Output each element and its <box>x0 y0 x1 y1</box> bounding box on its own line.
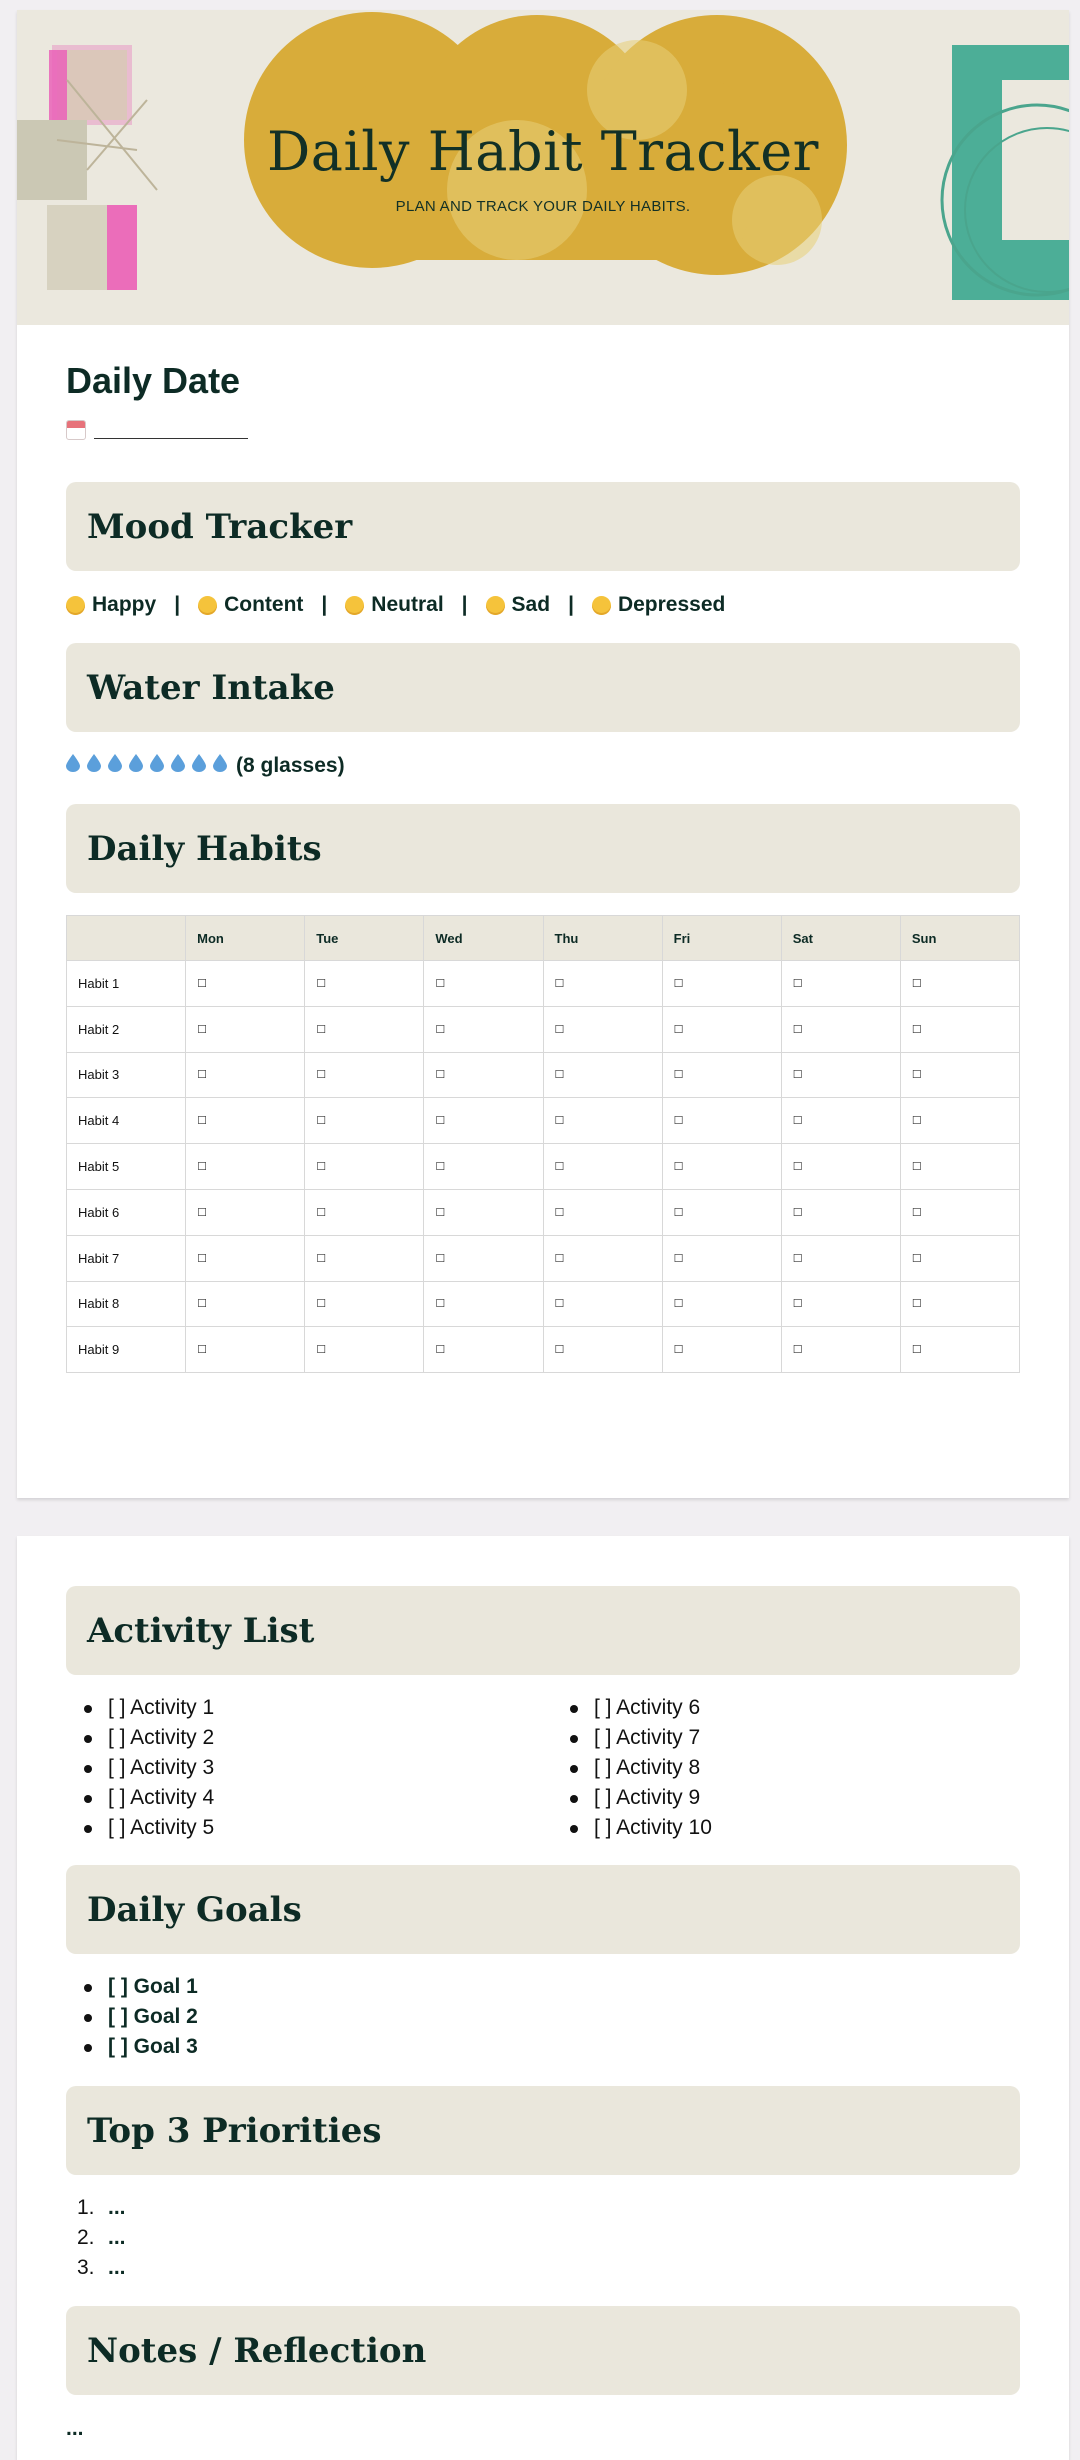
habit-name: Habit 5 <box>67 1144 186 1190</box>
activity-item[interactable]: [ ] Activity 9 <box>552 1783 1020 1813</box>
glasses-label: (8 glasses) <box>236 754 345 777</box>
table-row <box>67 1189 1020 1235</box>
mood-options <box>66 593 1020 617</box>
habit-checkbox-tue[interactable]: ☐ <box>305 1281 424 1327</box>
habit-name: Habit 2 <box>67 1006 186 1052</box>
habit-checkbox-thu[interactable]: ☐ <box>543 1327 662 1373</box>
activity-item[interactable]: [ ] Activity 4 <box>66 1783 552 1813</box>
daily-goals-header <box>66 1865 1020 1954</box>
habit-checkbox-mon[interactable]: ☐ <box>186 1144 305 1190</box>
habit-checkbox-sat[interactable]: ☐ <box>781 1098 900 1144</box>
habit-checkbox-mon[interactable]: ☐ <box>186 1052 305 1098</box>
habit-checkbox-thu[interactable]: ☐ <box>543 1281 662 1327</box>
notes-header <box>66 2306 1020 2395</box>
habit-checkbox-sat[interactable]: ☐ <box>781 1144 900 1190</box>
habit-checkbox-wed[interactable]: ☐ <box>424 1189 543 1235</box>
table-row <box>67 1281 1020 1327</box>
habit-checkbox-mon[interactable]: ☐ <box>186 961 305 1007</box>
water-glasses <box>66 754 1020 778</box>
notes-text[interactable]: ... <box>66 2417 84 2440</box>
priorities-header <box>66 2086 1020 2175</box>
habit-checkbox-mon[interactable]: ☐ <box>186 1189 305 1235</box>
habit-name: Habit 7 <box>67 1235 186 1281</box>
habit-checkbox-sat[interactable]: ☐ <box>781 1327 900 1373</box>
habit-checkbox-thu[interactable]: ☐ <box>543 961 662 1007</box>
habit-checkbox-sat[interactable]: ☐ <box>781 1006 900 1052</box>
face-neutral-icon <box>345 596 364 615</box>
priorities-heading: Top 3 Priorities <box>87 2110 382 2151</box>
habit-checkbox-tue[interactable]: ☐ <box>305 1144 424 1190</box>
habit-checkbox-mon[interactable]: ☐ <box>186 1327 305 1373</box>
activity-item[interactable]: [ ] Activity 10 <box>552 1813 1020 1843</box>
water-drop-icon[interactable] <box>87 754 101 772</box>
table-row <box>67 1144 1020 1190</box>
habit-name: Habit 9 <box>67 1327 186 1373</box>
priorities-section <box>66 2086 1020 2283</box>
goal-item[interactable]: [ ] Goal 3 <box>66 2032 1020 2062</box>
activity-list-heading: Activity List <box>87 1610 315 1651</box>
calendar-icon <box>66 420 86 440</box>
water-intake-heading: Water Intake <box>87 667 335 708</box>
habit-checkbox-fri[interactable]: ☐ <box>662 1281 781 1327</box>
day-header-sun: Sun <box>900 916 1019 961</box>
mood-separator: | <box>321 593 328 616</box>
habit-checkbox-tue[interactable]: ☐ <box>305 961 424 1007</box>
priority-text: ... <box>108 2196 126 2219</box>
mood-tracker-header <box>66 482 1020 571</box>
habit-checkbox-thu[interactable]: ☐ <box>543 1052 662 1098</box>
habit-table-header <box>67 916 1020 961</box>
habit-checkbox-sun[interactable]: ☐ <box>900 1189 1019 1235</box>
activity-item[interactable]: [ ] Activity 3 <box>66 1753 552 1783</box>
habit-checkbox-sat[interactable]: ☐ <box>781 1189 900 1235</box>
habit-checkbox-sat[interactable]: ☐ <box>781 1281 900 1327</box>
mood-label: Happy <box>92 593 157 616</box>
water-intake-header <box>66 643 1020 732</box>
activity-item[interactable]: [ ] Activity 7 <box>552 1723 1020 1753</box>
activity-item[interactable]: [ ] Activity 1 <box>66 1693 552 1723</box>
mood-section <box>66 482 1020 617</box>
mood-separator: | <box>461 593 468 616</box>
habit-checkbox-wed[interactable]: ☐ <box>424 1281 543 1327</box>
habit-checkbox-fri[interactable]: ☐ <box>662 1144 781 1190</box>
water-drop-icon[interactable] <box>171 754 185 772</box>
habit-name: Habit 6 <box>67 1189 186 1235</box>
habit-checkbox-sun[interactable]: ☐ <box>900 1327 1019 1373</box>
mood-option-happy[interactable] <box>66 593 156 617</box>
daily-goals-heading: Daily Goals <box>87 1889 302 1930</box>
water-drop-icon[interactable] <box>129 754 143 772</box>
mood-label: Depressed <box>617 593 726 616</box>
habit-header-blank <box>67 916 186 961</box>
mood-label: Neutral <box>371 593 444 616</box>
habit-checkbox-sun[interactable]: ☐ <box>900 1098 1019 1144</box>
goals-list <box>66 1972 1020 2062</box>
habit-name: Habit 3 <box>67 1052 186 1098</box>
table-row <box>67 1327 1020 1373</box>
habit-checkbox-sat[interactable]: ☐ <box>781 1235 900 1281</box>
mood-label: Content <box>224 593 304 616</box>
water-drop-icon[interactable] <box>108 754 122 772</box>
activity-list-header <box>66 1586 1020 1675</box>
habit-checkbox-wed[interactable]: ☐ <box>424 961 543 1007</box>
activity-columns <box>66 1693 1020 1843</box>
habit-checkbox-sun[interactable]: ☐ <box>900 1052 1019 1098</box>
habits-section <box>66 804 1020 1373</box>
mood-option-neutral[interactable] <box>345 593 443 617</box>
priority-number: 1. <box>77 2196 95 2219</box>
habit-checkbox-sun[interactable]: ☐ <box>900 1006 1019 1052</box>
water-drop-icon[interactable] <box>192 754 206 772</box>
day-header-mon: Mon <box>186 916 305 961</box>
mood-option-sad[interactable] <box>486 593 551 617</box>
habit-checkbox-thu[interactable]: ☐ <box>543 1235 662 1281</box>
habit-checkbox-wed[interactable]: ☐ <box>424 1052 543 1098</box>
habit-checkbox-fri[interactable]: ☐ <box>662 961 781 1007</box>
habit-checkbox-mon[interactable]: ☐ <box>186 1098 305 1144</box>
date-input-line[interactable] <box>94 421 248 439</box>
habit-checkbox-fri[interactable]: ☐ <box>662 1098 781 1144</box>
face-happy-icon <box>66 596 85 615</box>
priority-text: ... <box>108 2256 126 2279</box>
face-sad-icon <box>486 596 505 615</box>
habit-checkbox-sat[interactable]: ☐ <box>781 1052 900 1098</box>
priority-item[interactable] <box>66 2193 1020 2223</box>
habit-checkbox-sat[interactable]: ☐ <box>781 961 900 1007</box>
habit-checkbox-thu[interactable]: ☐ <box>543 1144 662 1190</box>
habit-table <box>66 915 1020 1373</box>
habit-name: Habit 4 <box>67 1098 186 1144</box>
habit-checkbox-tue[interactable]: ☐ <box>305 1052 424 1098</box>
activity-list-right <box>552 1693 1020 1843</box>
habit-checkbox-wed[interactable]: ☐ <box>424 1098 543 1144</box>
page-subtitle: PLAN AND TRACK YOUR DAILY HABITS. <box>395 198 691 215</box>
habit-checkbox-tue[interactable]: ☐ <box>305 1189 424 1235</box>
habit-checkbox-sun[interactable]: ☐ <box>900 1235 1019 1281</box>
habit-checkbox-wed[interactable]: ☐ <box>424 1006 543 1052</box>
activity-item[interactable]: [ ] Activity 2 <box>66 1723 552 1753</box>
notes-section <box>66 2306 1020 2441</box>
mood-option-depressed[interactable] <box>592 593 725 617</box>
habit-checkbox-thu[interactable]: ☐ <box>543 1006 662 1052</box>
day-header-thu: Thu <box>543 916 662 961</box>
priority-number: 3. <box>77 2256 95 2279</box>
activity-section <box>66 1586 1020 1843</box>
mood-option-content[interactable] <box>198 593 303 617</box>
habit-checkbox-wed[interactable]: ☐ <box>424 1235 543 1281</box>
priority-item[interactable] <box>66 2253 1020 2283</box>
water-drop-icon[interactable] <box>213 754 227 772</box>
table-row <box>67 1006 1020 1052</box>
page-title: Daily Habit Tracker <box>267 120 819 183</box>
priorities-list <box>66 2193 1020 2283</box>
habit-checkbox-tue[interactable]: ☐ <box>305 1098 424 1144</box>
mood-label: Sad <box>511 593 551 616</box>
activity-item[interactable]: [ ] Activity 8 <box>552 1753 1020 1783</box>
table-row <box>67 1052 1020 1098</box>
habit-checkbox-thu[interactable]: ☐ <box>543 1098 662 1144</box>
water-drop-icon[interactable] <box>150 754 164 772</box>
water-drops <box>66 754 234 778</box>
habit-name: Habit 1 <box>67 961 186 1007</box>
daily-habits-heading: Daily Habits <box>87 828 322 869</box>
mood-separator: | <box>174 593 181 616</box>
habit-checkbox-wed[interactable]: ☐ <box>424 1327 543 1373</box>
daily-date-section <box>66 360 1020 440</box>
water-section <box>66 643 1020 778</box>
habit-checkbox-sun[interactable]: ☐ <box>900 1144 1019 1190</box>
habit-checkbox-fri[interactable]: ☐ <box>662 1052 781 1098</box>
habit-checkbox-tue[interactable]: ☐ <box>305 1235 424 1281</box>
priority-text: ... <box>108 2226 126 2249</box>
habit-checkbox-fri[interactable]: ☐ <box>662 1235 781 1281</box>
priority-number: 2. <box>77 2226 95 2249</box>
header-banner <box>17 10 1069 325</box>
activity-item[interactable]: [ ] Activity 6 <box>552 1693 1020 1723</box>
habit-checkbox-fri[interactable]: ☐ <box>662 1327 781 1373</box>
habit-checkbox-tue[interactable]: ☐ <box>305 1327 424 1373</box>
table-row <box>67 1235 1020 1281</box>
mood-separator: | <box>568 593 574 616</box>
goal-item[interactable]: [ ] Goal 1 <box>66 1972 1020 2002</box>
day-header-fri: Fri <box>662 916 781 961</box>
habit-checkbox-wed[interactable]: ☐ <box>424 1144 543 1190</box>
habit-checkbox-fri[interactable]: ☐ <box>662 1006 781 1052</box>
daily-date-heading: Daily Date <box>66 360 241 401</box>
page-2 <box>17 1536 1069 2460</box>
habit-checkbox-tue[interactable]: ☐ <box>305 1006 424 1052</box>
goals-section <box>66 1865 1020 2062</box>
date-entry <box>66 420 1020 440</box>
face-content-icon <box>198 596 217 615</box>
day-header-wed: Wed <box>424 916 543 961</box>
activity-list-left <box>66 1693 552 1843</box>
table-row <box>67 961 1020 1007</box>
habit-checkbox-mon[interactable]: ☐ <box>186 1006 305 1052</box>
habit-checkbox-thu[interactable]: ☐ <box>543 1189 662 1235</box>
habit-checkbox-sun[interactable]: ☐ <box>900 1281 1019 1327</box>
page-1 <box>17 10 1069 1498</box>
habit-checkbox-mon[interactable]: ☐ <box>186 1281 305 1327</box>
table-row <box>67 1098 1020 1144</box>
day-header-sat: Sat <box>781 916 900 961</box>
daily-habits-header <box>66 804 1020 893</box>
face-depressed-icon <box>592 596 611 615</box>
activity-item[interactable]: [ ] Activity 5 <box>66 1813 552 1843</box>
habit-checkbox-sun[interactable]: ☐ <box>900 961 1019 1007</box>
day-header-tue: Tue <box>305 916 424 961</box>
notes-heading: Notes / Reflection <box>87 2330 427 2371</box>
habit-checkbox-mon[interactable]: ☐ <box>186 1235 305 1281</box>
priority-item[interactable] <box>66 2223 1020 2253</box>
habit-checkbox-fri[interactable]: ☐ <box>662 1189 781 1235</box>
water-drop-icon[interactable] <box>66 754 80 772</box>
goal-item[interactable]: [ ] Goal 2 <box>66 2002 1020 2032</box>
mood-tracker-heading: Mood Tracker <box>87 506 353 547</box>
habit-name: Habit 8 <box>67 1281 186 1327</box>
